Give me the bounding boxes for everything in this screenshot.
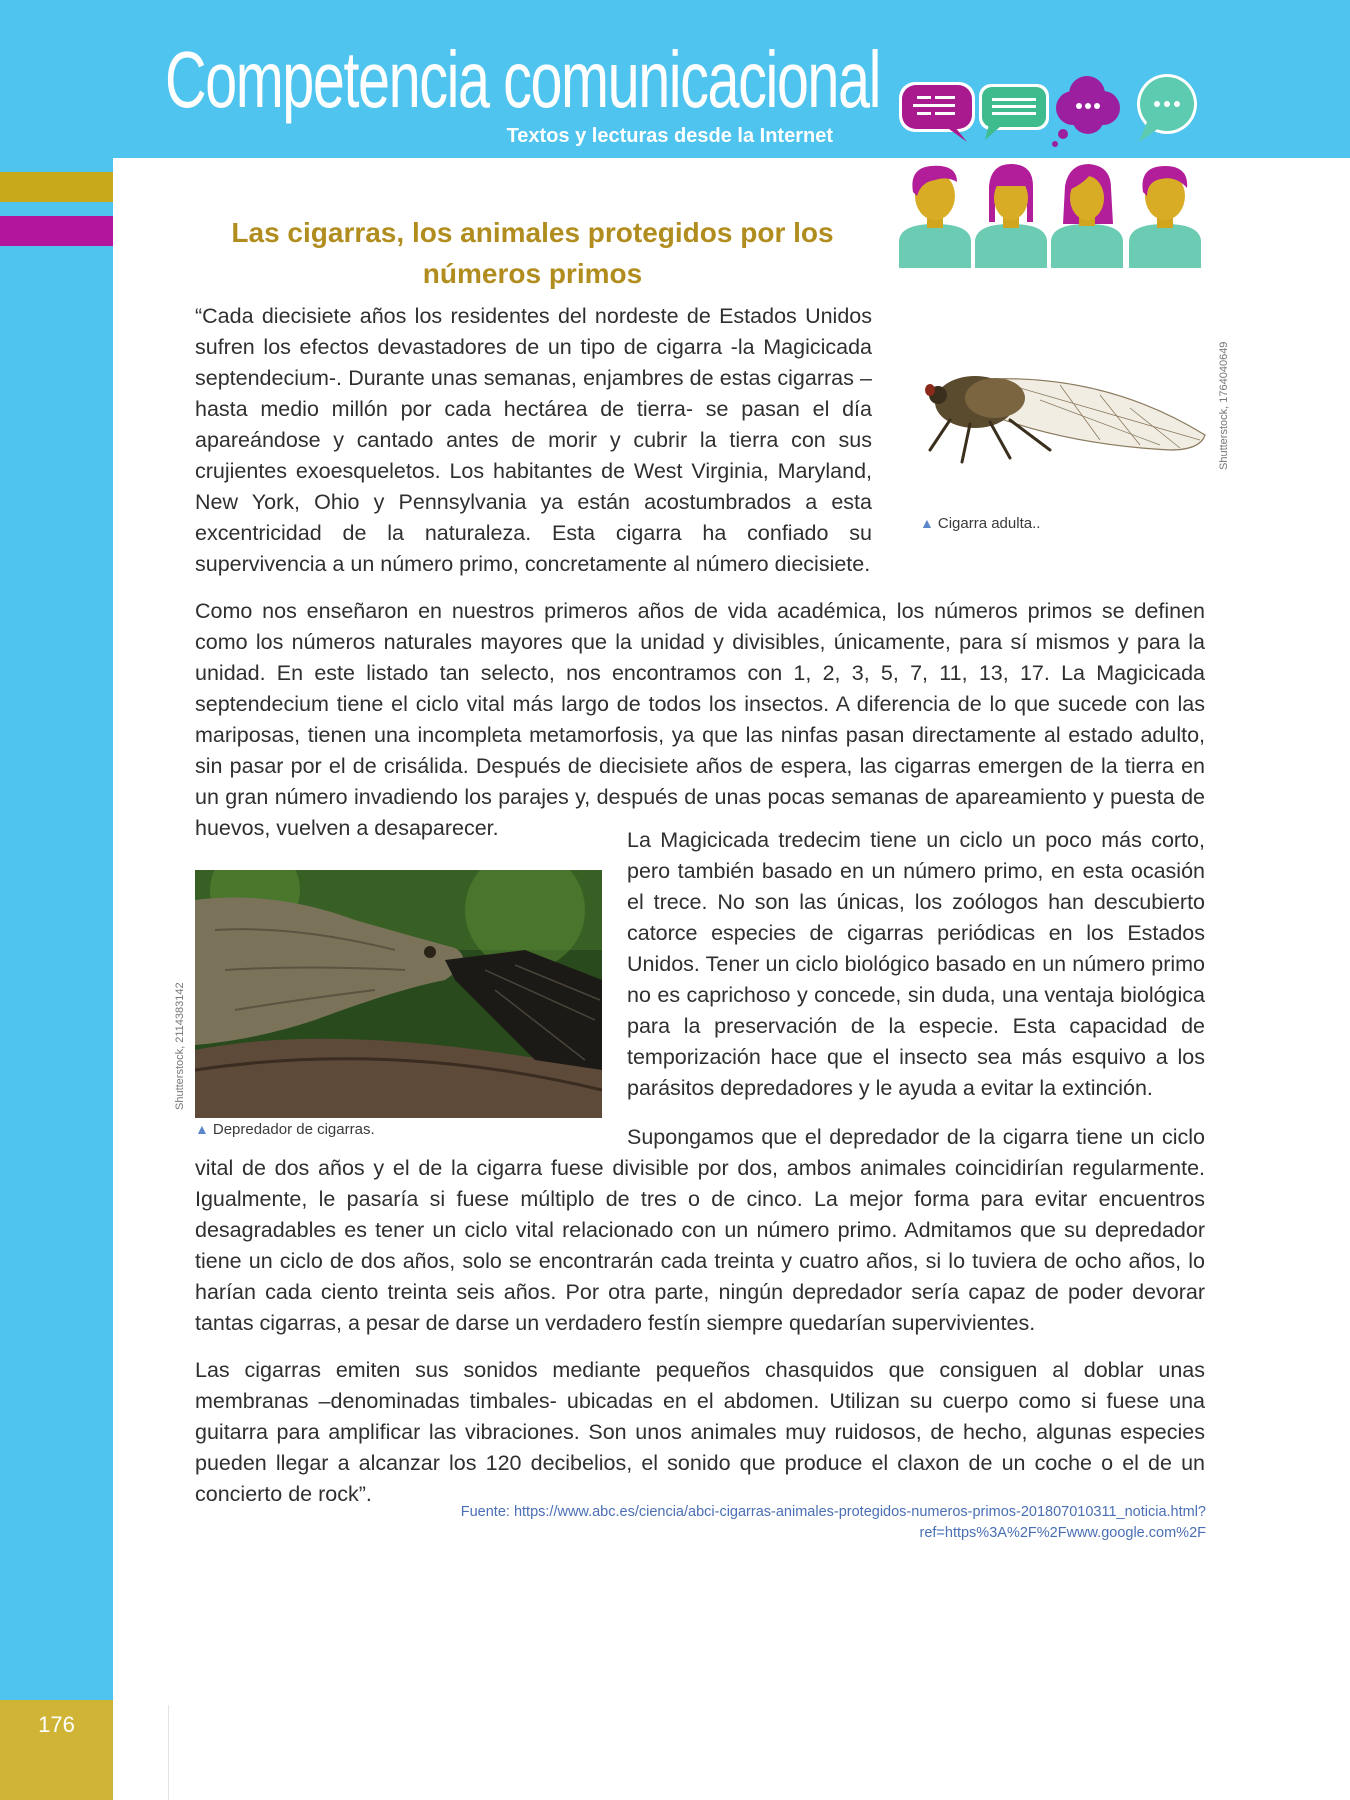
chat-bubble-green-icon	[979, 84, 1049, 140]
section-title: Competencia comunicacional	[165, 35, 880, 124]
article-paragraph-3: La Magicicada tredecim tiene un ciclo un poco más corto, pero también basado en un número primo, en esta ocasión el trece. No son las únicas, los zoólogos han descubierto catorce especies de cigarras periódicas en los Estados Unidos. Tener un ciclo biológico basado en un número primo no es caprichoso y concede, sin duda, una ventaja biológica para la preservación de la especie. Esta capacidad de temporización hace que el insecto sea más esquivo a los parásitos depredadores y le ayuda a evitar la extinción.	[627, 828, 1205, 1100]
people-illustration	[897, 162, 1207, 268]
magenta-tab-bar	[0, 216, 113, 246]
person-1-icon	[899, 166, 971, 268]
figure-caption-cicada: ▲ Cigarra adulta..	[920, 515, 1041, 532]
source-citation: Fuente: https://www.abc.es/ciencia/abci-cigarras-animales-protegidos-numeros-primos-201807010311_noticia.html?ref=https%3A%2F%2Fwww.google.com%2F	[460, 1504, 1206, 1541]
photo-credit-cicada: Shutterstock, 1764040649	[1218, 341, 1230, 470]
chat-bubble-teal-icon	[1137, 74, 1197, 142]
footer-divider	[168, 1705, 169, 1800]
gold-tab-bar	[0, 172, 113, 202]
cicada-photo	[900, 340, 1210, 500]
section-subtitle: Textos y lecturas desde la Internet	[506, 125, 833, 147]
article-paragraph-4: Supongamos que el depredador de la cigarra tiene un ciclo vital de dos años y el de la cigarra fuese divisible por dos, ambos animales coincidirían regularmente. Igualmente, le pasaría si fuese múltiplo de tres o de cinco. La mejor forma para evitar encuentros desagradables es tener un ciclo vital relacionado con un número primo. Admitamos que su depredador tiene un ciclo de dos años, solo se encontrarán cada treinta y cuatro años, si lo tuviera de ocho años, lo harían cada ciento treinta seis años. Por otra parte, ningún depredador sería capaz de poder devorar tantas cigarras, a pesar de darse un verdadero festín siempre quedarían supervivientes.	[195, 1125, 1205, 1335]
caption-triangle-icon: ▲	[920, 515, 934, 531]
article-paragraph-1: “Cada diecisiete años los residentes del nordeste de Estados Unidos sufren los efectos devastadores de un tipo de cigarra -la Magicicada septendecium-. Durante unas semanas, enjambres de estas cigarras –hasta medio millón por cada hectárea de tierra- se pasan el día apareándose y cantado antes de morir y cubrir la tierra con sus crujientes exoesqueletos. Los habitantes de West Virginia, Maryland, New York, Ohio y Pennsylvania ya están acostumbrados a esta excentricidad de la naturaleza. Esta cigarra ha confiado su supervivencia a un número primo, concretamente al número diecisiete.	[195, 304, 872, 576]
chat-bubble-magenta-icon	[899, 82, 975, 142]
left-margin-band	[0, 158, 113, 1800]
article-paragraph-2: Como nos enseñaron en nuestros primeros años de vida académica, los números primos se definen como los números naturales mayores que la unidad y divisibles, únicamente, para sí mismos y para la unidad. En este listado tan selecto, nos encontramos con 1, 2, 3, 5, 7, 11, 13, 17. La Magicicada septendecium tiene el ciclo vital más largo de todos los insectos. A diferencia de lo que sucede con las mariposas, tienen una incompleta metamorfosis, ya que las ninfas pasan directamente al estado adulto, sin pasar por el de crisálida. Después de diecisiete años de espera, las cigarras emergen de la tierra en un gran número invadiendo los parajes y, después de unas pocas semanas de apareamiento y puesta de huevos, vuelven a desaparecer.	[195, 599, 1205, 840]
photo-credit-predator: Shutterstock, 2114383142	[174, 982, 186, 1110]
predator-photo	[195, 870, 602, 1118]
caption-triangle-icon: ▲	[195, 1121, 209, 1137]
page-number: 176	[38, 1712, 75, 1737]
person-3-icon	[1051, 164, 1123, 268]
article-paragraph-5: Las cigarras emiten sus sonidos mediante pequeños chasquidos que consiguen al doblar unas membranas –denominadas timbales- ubicadas en el abdomen. Utilizan su cuerpo como si fuese una guitarra para amplificar las vibraciones. Son unos animales muy ruidosos, de hecho, algunas especies pueden llegar a alcanzar los 120 decibelios, el sonido que produce el claxon de un coche o el de un concierto de rock”.	[195, 1358, 1205, 1506]
chat-bubbles-illustration	[897, 72, 1207, 152]
figure-caption-predator: ▲ Depredador de cigarras.	[195, 1121, 375, 1138]
person-2-icon	[975, 164, 1047, 268]
article-title: Las cigarras, los animales protegidos por los números primos	[231, 217, 834, 289]
person-4-icon	[1129, 166, 1201, 268]
thought-cloud-purple-icon	[1052, 76, 1120, 147]
